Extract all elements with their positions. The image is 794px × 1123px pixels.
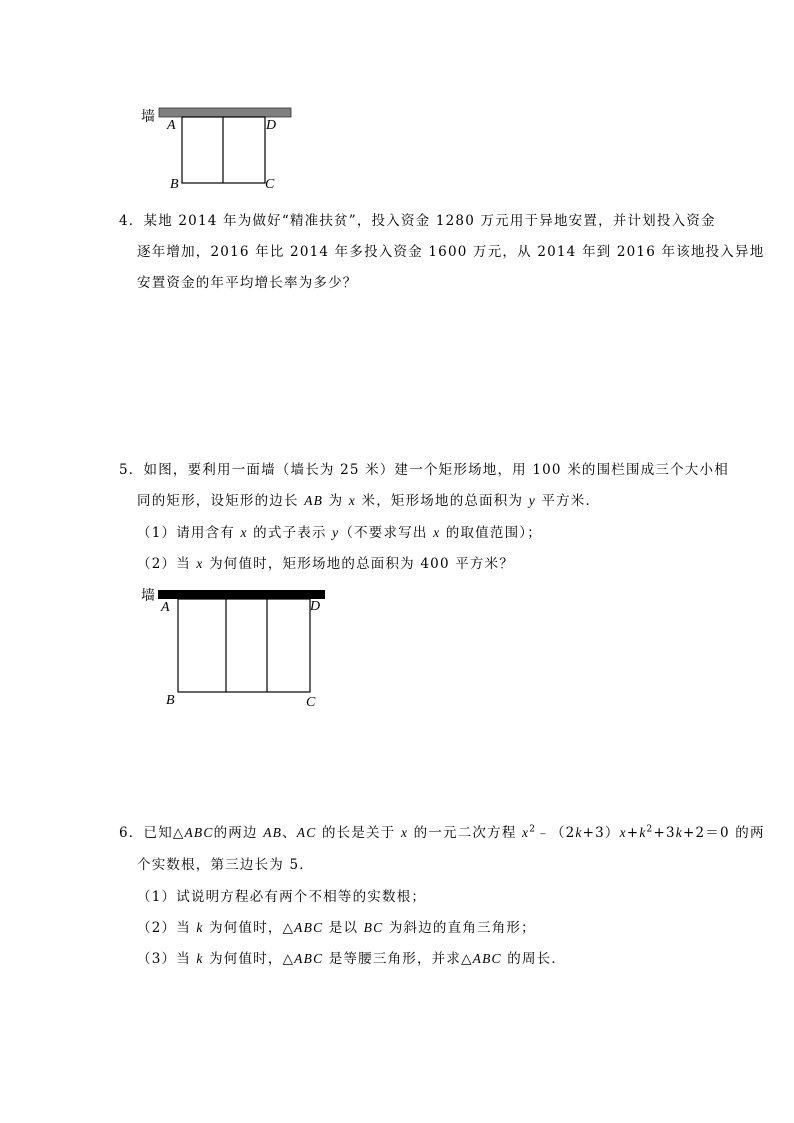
- equation-text: ﹣（2: [536, 825, 576, 841]
- q6-sub2-abc: ABC: [294, 920, 324, 935]
- q6-sub-3: [137, 947, 566, 967]
- q6-sub2-text: 为何值时，△: [203, 920, 295, 936]
- q5-sub1-text: 的式子表示: [247, 525, 333, 541]
- equation-k: k: [675, 825, 683, 840]
- q5-ab: AB: [304, 493, 324, 508]
- q6-line-2: 个实数根，第三边长为 5．: [137, 857, 314, 873]
- q6-text: 已知△: [143, 825, 185, 841]
- q4-line-1: [119, 209, 716, 229]
- q6-sub3-text: 是等腰三角形，并求△: [323, 951, 473, 967]
- q6-sub-1: （1）试说明方程必有两个不相等的实数根；: [137, 889, 427, 905]
- q6-sub2-bc: BC: [363, 920, 384, 935]
- q6-sub-2: [137, 916, 536, 936]
- equation-text: +: [626, 825, 640, 841]
- q5-sub1-text: 的取值范围）；: [440, 525, 542, 541]
- q6-abc: ABC: [184, 825, 214, 840]
- q6-sub3-abc: ABC: [294, 951, 324, 966]
- q6-x: x: [400, 825, 409, 840]
- q5-sub1-x: x: [240, 525, 248, 540]
- q6-sub3-text: 的周长．: [501, 951, 567, 967]
- equation-x: x: [619, 825, 627, 840]
- q6-sub3-abc: ABC: [472, 951, 502, 966]
- q6-sub2-k: k: [196, 920, 204, 935]
- q4-line-3: 安置资金的年平均增长率为多少？: [137, 275, 358, 291]
- vertex-a: A: [161, 600, 170, 615]
- q6-sub3-text: （3）当: [137, 951, 197, 967]
- q6-sub3-k: k: [196, 951, 204, 966]
- equation-x: x: [522, 825, 530, 840]
- vertex-d: D: [310, 599, 321, 614]
- equation-text: +2＝0 的两: [682, 825, 765, 841]
- equation-exponent: 2: [529, 824, 537, 835]
- q5-sub1-text: （不要求写出: [339, 525, 434, 541]
- q5-text: 为: [323, 493, 349, 509]
- equation-exponent: 2: [646, 824, 654, 835]
- q5-sub-1: [137, 521, 542, 541]
- q5-sub2-text: （2）当: [137, 556, 197, 572]
- q6-sub3-text: 为何值时，△: [203, 951, 295, 967]
- q6-sub2-text: 为斜边的直角三角形；: [383, 920, 536, 936]
- q5-text: 米，矩形场地的总面积为: [356, 493, 529, 509]
- q5-y: y: [528, 493, 536, 508]
- q6-sub2-text: （2）当: [137, 920, 197, 936]
- q5-line-2: [137, 489, 600, 509]
- q4-line-2: 逐年增加，2016 年比 2014 年多投入资金 1600 万元，从 2014 年到 2016 年该地投入异地: [137, 244, 765, 260]
- q6-ab: AB: [263, 825, 283, 840]
- field-outline: [178, 599, 310, 692]
- vertex-b: B: [170, 177, 179, 192]
- q5-sub1-text: （1）请用含有: [137, 525, 241, 541]
- q6-text: 的两边: [213, 825, 264, 841]
- q6-text: 、: [282, 825, 297, 841]
- vertex-c: C: [306, 695, 316, 710]
- q6-ac: AC: [296, 825, 317, 840]
- wall-bar: [159, 108, 291, 117]
- q5-x: x: [348, 493, 356, 508]
- q5-text: 同的矩形，设矩形的边长: [137, 493, 305, 509]
- q5-sub-2: [137, 552, 514, 572]
- wall-label: 墙: [141, 588, 155, 604]
- equation-text: +3）: [582, 825, 620, 841]
- vertex-d: D: [266, 118, 277, 133]
- q5-number: 5．: [119, 462, 144, 478]
- q4-number: 4．: [119, 213, 144, 229]
- figure-2: [0, 580, 794, 720]
- vertex-b: B: [166, 693, 175, 708]
- rectangle-field-diagram-2: [150, 580, 340, 700]
- q5-sub2-text: 为何值时，矩形场地的总面积为 400 平方米？: [203, 556, 515, 572]
- q5-sub1-y: y: [332, 525, 340, 540]
- wall-label: 墙: [141, 109, 155, 125]
- wall-bar: [158, 590, 325, 599]
- vertex-a: A: [167, 118, 176, 133]
- q4-text-1: 某地 2014 年为做好“精准扶贫”，投入资金 1280 万元用于异地安置，并计划投入资金: [143, 213, 716, 229]
- q5-line-1: [119, 458, 729, 478]
- equation-k: k: [639, 825, 647, 840]
- q5-sub2-x: x: [196, 556, 204, 571]
- q6-text: 的一元二次方程: [408, 825, 523, 841]
- q6-sub2-text: 是以: [323, 920, 364, 936]
- q5-sub1-x: x: [433, 525, 441, 540]
- equation-text: +3: [653, 825, 676, 841]
- q5-text: 平方米．: [535, 493, 601, 509]
- equation-k: k: [575, 825, 583, 840]
- q6-line-1: [119, 821, 765, 841]
- q6-number: 6．: [119, 825, 144, 841]
- q6-text: 的长是关于: [316, 825, 401, 841]
- figure-1: [0, 0, 794, 200]
- vertex-c: C: [265, 177, 275, 192]
- q5-text-1: 如图，要利用一面墙（墙长为 25 米）建一个矩形场地，用 100 米的围栏围成三个大小相: [143, 462, 729, 478]
